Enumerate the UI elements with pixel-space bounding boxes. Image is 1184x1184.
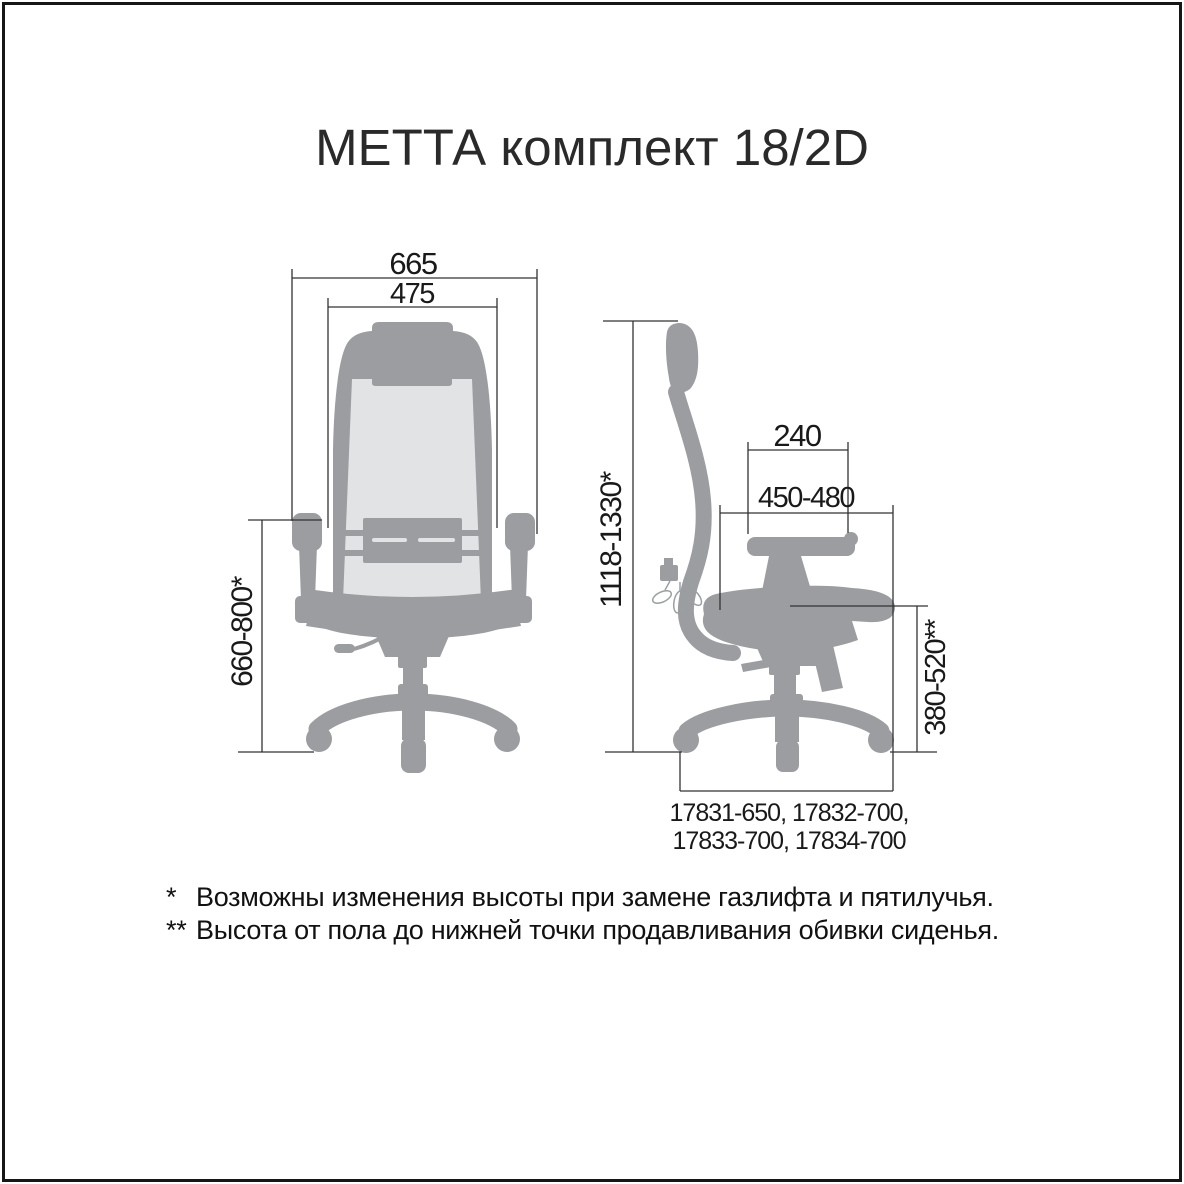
footnote-1-text: Возможны изменения высоты при замене газлифта и пятилучья. [196,882,994,912]
side-base [673,694,894,772]
dim-seat-depth: 450-480 [758,482,854,514]
front-seat [307,590,518,639]
side-gas-lift-collar [769,661,800,675]
front-mesh-top-notch [372,379,452,386]
front-base [306,684,520,773]
base-model-numbers-line1: 17831-650, 17832-700, [669,799,909,827]
side-caster-front [868,727,894,753]
footnote-1-marker: * [166,882,177,912]
side-seat [703,586,895,652]
front-lumbar-slot-right [418,538,455,542]
front-caster-right [494,726,520,752]
dim-seat-height: 380-520** [920,620,952,736]
front-lever-handle [334,644,355,653]
side-caster-back [673,727,699,753]
front-lumbar-slot-left [372,538,407,542]
dim-armrest-pad-length: 240 [773,418,821,453]
footnote-2-text: Высота от пола до нижней точки продавливания обивки сиденья. [196,914,999,945]
side-height-lever [741,659,771,672]
front-backrest-mesh [343,379,481,601]
front-caster-center [401,738,426,773]
footnote-2-marker: ** [166,914,187,945]
dim-overall-height: 1118-1330* [595,472,628,608]
front-gas-lift-collar [398,652,427,668]
side-view-chair [651,323,895,772]
side-armrest-pad [747,537,855,556]
footnote-1 [166,881,999,914]
side-headrest [666,323,698,393]
base-model-numbers [639,799,939,855]
dim-armrest-height: 660-800* [226,577,259,687]
base-model-numbers-line2: 17833-700, 17834-700 [672,827,906,855]
front-caster-left [306,726,332,752]
page-title: МЕТТА комплект 18/2D [315,119,869,176]
footnotes [166,881,999,946]
dim-backrest-width: 475 [390,278,434,310]
side-caster-center [776,740,799,772]
side-tilt-lever [812,645,843,692]
dim-overall-width: 665 [389,246,437,281]
side-armrest-lip [844,532,858,546]
footnote-2 [166,914,999,947]
